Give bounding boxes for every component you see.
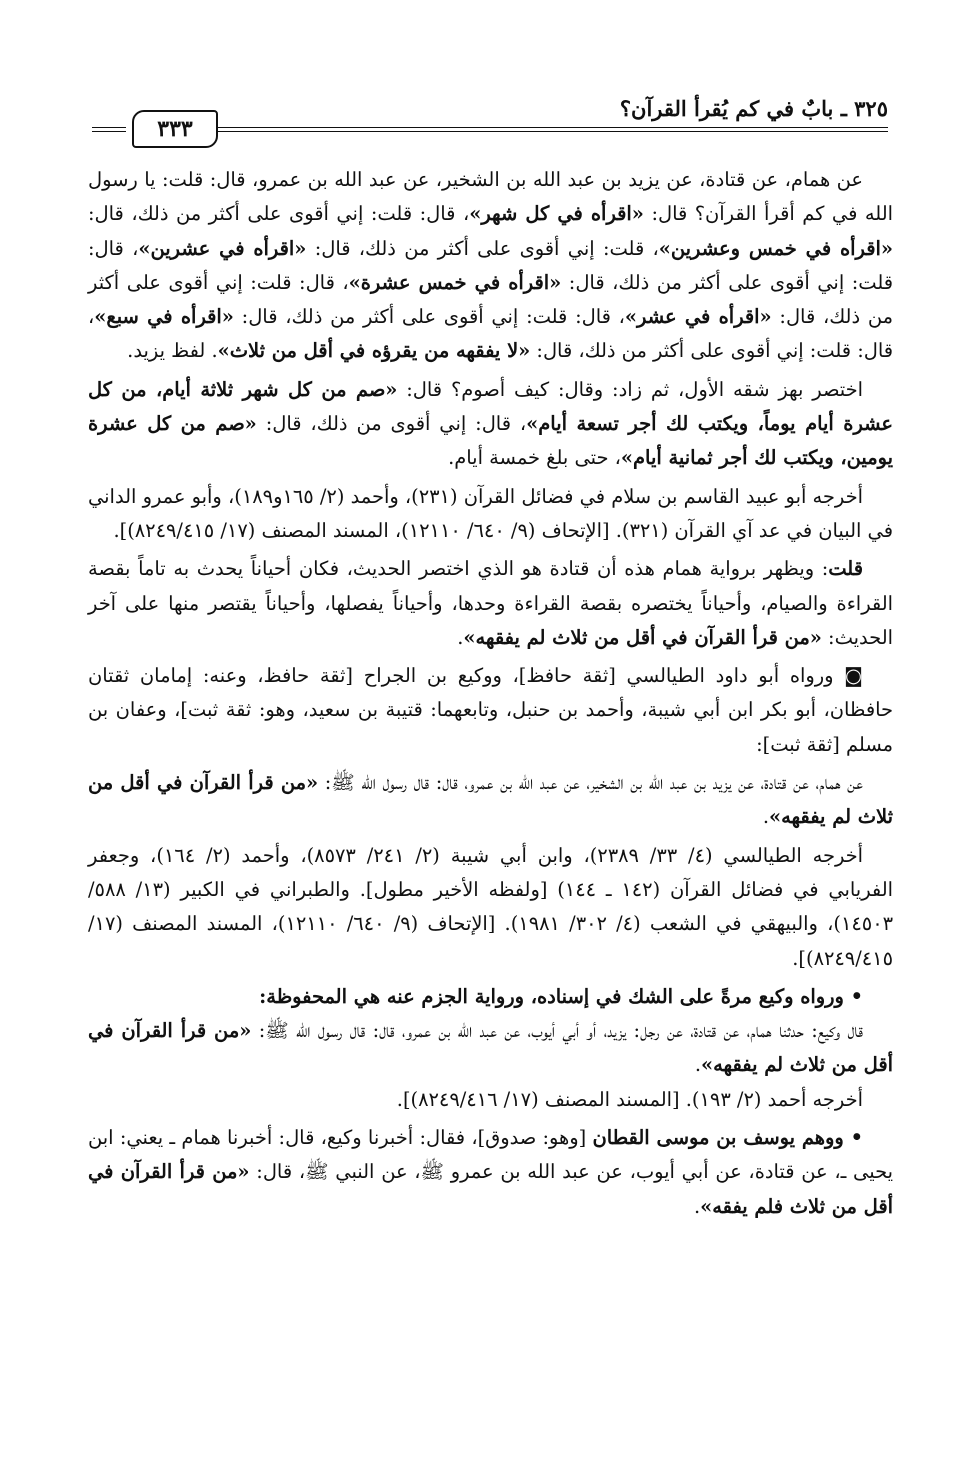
text-run: ، قال: قلت: إني أقوى على أكثر من ذلك، قال: <box>233 305 625 329</box>
text-run: أخرجه أحمد (٢/ ١٩٣). [المسند المصنف (١٧/ ٨٢٤٩/٤١٦)]. <box>396 1087 863 1111</box>
bold-text: «اقرأه في عشر» <box>624 305 772 329</box>
paragraph <box>88 1014 893 1083</box>
bold-text: «اقرأه في كل شهر» <box>469 202 644 226</box>
paragraph <box>88 1121 893 1224</box>
page-number: ٣٣٣ <box>132 110 218 148</box>
paragraph <box>88 659 893 762</box>
text-run: . <box>762 805 769 829</box>
text-run: اختصر بهز شقه الأول، ثم زاد: وقال: كيف أصوم؟ قال: <box>397 377 863 401</box>
text-run: . لفظ يزيد. <box>127 339 218 363</box>
paragraph <box>88 1083 893 1117</box>
text-run: عن همام، عن قتادة، عن يزيد بن عبد الله بن الشخير، عن عبد الله بن عمرو، قال: قلت: يا رسول الله في كم أقرأ القرآن؟ قال: <box>88 168 893 226</box>
text-run: ، قلت: إني أقوى على أكثر من ذلك، قال: <box>306 236 659 260</box>
bold-text: «من قرأ القرآن في أقل من ثلاث فلم يفقه» <box>88 1160 893 1218</box>
header-rule-right <box>218 127 888 132</box>
paragraph <box>88 163 893 369</box>
text-run: ، قال: قلت: إني أقوى على أكثر من ذلك، قال: <box>88 236 894 294</box>
bold-text: «اقرأه في خمس عشرة» <box>348 270 562 294</box>
bold-text: «من قرأ القرآن في أقل من ثلاث لم يفقهه» <box>463 625 822 649</box>
bold-text: «من قرأ القرآن في أقل من ثلاث لم يفقهه» <box>88 1019 893 1077</box>
text-run: ، حتى بلغ خمسة أيام. <box>448 446 621 470</box>
body-text <box>88 163 893 1224</box>
paragraph <box>88 480 893 549</box>
text-run: . <box>694 1053 701 1077</box>
text-run: أخرجه أبو عبيد القاسم بن سلام في فضائل القرآن (٢٣١)، وأحمد (٢/ ١٦٥و١٨٩)، وأبو عمرو الداني في البيان في عد آي القرآن (٣٢١). [الإتحاف (٩/ ٦٤٠/ ١٢١١٠)، المسند المصنف (١٧/ ٨٢٤٩/٤١٥)]. <box>88 484 893 542</box>
text-run: . <box>457 625 464 649</box>
text-run: [وهو: صدوق]، فقال: أخبرنا وكيع، قال: أخبرنا همام ـ يعني: ابن يحيى ـ، عن قتادة، عن أبي أيوب، عن عبد الله بن عمرو ﷺ، عن النبي ﷺ، قال: <box>88 1126 893 1184</box>
page-header <box>92 92 888 154</box>
paragraph <box>88 839 893 976</box>
bold-text: «اقرأه في خمس وعشرين» <box>658 236 893 260</box>
paragraph <box>88 552 893 655</box>
header-rule-left <box>92 127 126 132</box>
text-run: ، قال: قلت: إني أقوى على أكثر من ذلك، قال: <box>88 202 470 226</box>
bold-text: «اقرأه في سبع» <box>94 305 234 329</box>
bold-text: «صم من كل عشرة يومين، ويكتب لك أجر ثمانية أيام» <box>88 412 893 470</box>
paragraph <box>88 766 893 835</box>
text-run: ، قال: إني أقوى من ذلك، قال: <box>256 412 527 436</box>
bold-text: • ورواه وكيع مرةً على الشك في إسناده، ورواية الجزم عنه هي المحفوظة: <box>259 984 863 1008</box>
text-run: عن همام، عن قتادة، عن يزيد بن عبد الله بن الشخير، عن عبد الله بن عمرو، قال: قال رسول الله ﷺ: <box>318 771 863 795</box>
text-run: : ويظهر برواية همام هذه أن قتادة هو الذي اختصر الحديث، فكان أحياناً يحدث به تاماً بقصة القراءة والصيام، وأحياناً يختصره بقصة القراءة وحدها، وأحياناً يفصلها، وأحياناً يقتصر منها على آخر الحديث: <box>88 557 893 649</box>
text-run: ◙ ورواه أبو داود الطيالسي [ثقة حافظ]، ووكيع بن الجراح [ثقة حافظ، وعنه: إمامان ثقتان حافظان، أبو بكر ابن أبي شيبة، وأحمد بن حنبل، وتابعهما: قتيبة بن سعيد، وهو: ثقة ثبت]، وعفان بن مسلم [ثقة ثبت]: <box>88 664 893 756</box>
bold-text: • ووهم يوسف بن موسى القطان <box>592 1126 863 1150</box>
text-run: ، قال: قلت: إني أقوى على أكثر من ذلك، قال: <box>88 305 893 363</box>
paragraph <box>88 980 893 1014</box>
bold-text: «صم من كل شهر ثلاثة أيام، من كل عشرة أيام يوماً، ويكتب لك أجر تسعة أيام» <box>88 377 894 436</box>
text-run: أخرجه الطيالسي (٤/ ٣٣/ ٢٣٨٩)، وابن أبي شيبة (٢/ ٢٤١/ ٨٥٧٣)، وأحمد (٢/ ١٦٤)، وجعفر الفريابي في فضائل القرآن (١٤٢ ـ ١٤٤) [ولفظه الأخير مطول]. والطبراني في الكبير (١٣/ ٥٨٨/ ١٤٥٠٣)، والبيهقي في الشعب (٤/ ٣٠٢/ ١٩٨١). [الإتحاف (٩/ ٦٤٠/ ١٢١١٠)، المسند المصنف (١٧/ ٨٢٤٩/٤١٥)]. <box>88 843 894 970</box>
bold-text: قلت <box>828 557 863 581</box>
bold-text: «اقرأه في عشرين» <box>138 236 307 260</box>
text-run: قال وكيع: حدثنا همام، عن قتادة، عن رجل: يزيد، أو أبي أيوب، عن عبد الله بن عمرو، قال: قال رسول الله ﷺ: <box>251 1019 863 1043</box>
bold-text: «لا يفقهه من يقرؤه في أقل من ثلاث» <box>217 339 531 363</box>
running-title: ٣٢٥ ـ بابٌ في كم يُقرأ القرآن؟ <box>619 96 888 121</box>
text-run: ، قال: قلت: إني أقوى على أكثر من ذلك، قال: <box>88 270 893 329</box>
paragraph <box>88 373 893 476</box>
bold-text: «من قرأ القرآن في أقل من ثلاث لم يفقهه» <box>88 771 893 829</box>
text-run: . <box>693 1194 701 1218</box>
